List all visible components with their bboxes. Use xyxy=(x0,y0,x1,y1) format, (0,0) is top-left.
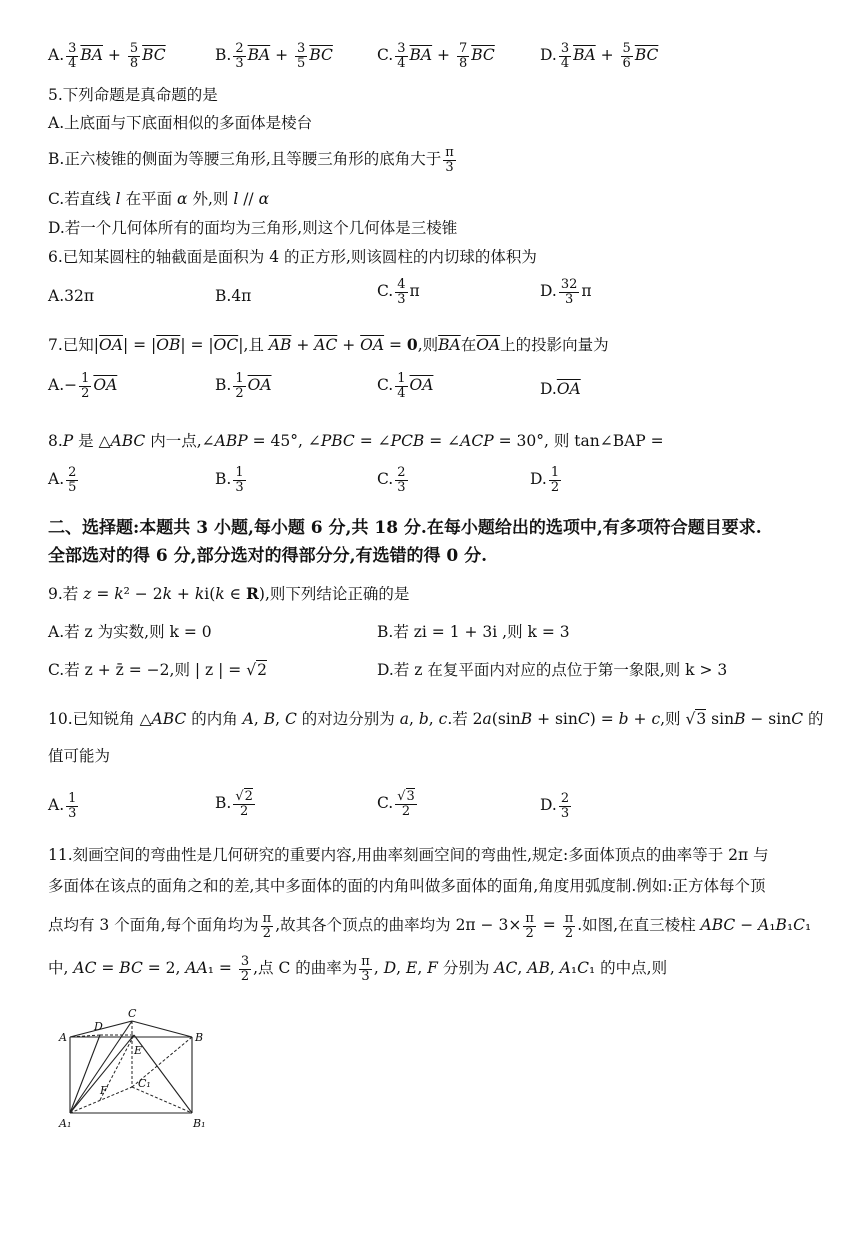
label-a: A xyxy=(59,1031,67,1044)
label-c1: C₁ xyxy=(138,1077,151,1090)
q6-option-d: D. $\frac{32}{3}$ π xyxy=(540,277,592,307)
label-a1: A₁ xyxy=(59,1117,72,1130)
q9-option-c: C.若 z + z̄ = −2,则 | z | = √2 xyxy=(48,661,267,679)
q10-stem: 10.已知锐角 △ABC 的内角 A, B, C 的对边分别为 a, b, c.若 2a(sinB + sinC) = b + c,则 √3 sinB − sinC 的 xyxy=(48,710,824,728)
q9-option-d: D.若 z 在复平面内对应的点位于第一象限,则 k > 3 xyxy=(377,661,728,679)
q7-option-b: B. $\frac{1}{2}$ $\overline{OA}$ xyxy=(215,371,272,401)
q7-stem: 7.已知$|\overline{OA}| = |\overline{OB}| = |\overline{OC}|$,且 $\overline{AB} + \overline{AC} + \overline{OA} = 0$,则$\overline{BA}$在$\overline{OA}$上的投影向量为 xyxy=(48,335,609,354)
label-b: B xyxy=(195,1031,204,1044)
q6-option-b: B.4π xyxy=(215,287,252,305)
section2-line1: 二、选择题:本题共 3 小题,每小题 6 分,共 18 分.在每小题给出的选项中,有多项符合题目要求. xyxy=(48,518,762,538)
q10-stem-line2: 值可能为 xyxy=(48,747,111,765)
q4-option-a: A. $\frac{3}{4}$ $\overline{BA}$ + $\frac{5}{8}$ $\overline{BC}$ xyxy=(48,41,166,71)
q8-option-d: D. $\frac{1}{2}$ xyxy=(530,465,560,495)
label-b1: B₁ xyxy=(193,1117,206,1130)
q9-stem: 9.若 z = k² − 2k + ki(k ∈ R),则下列结论正确的是 xyxy=(48,584,410,603)
label-f: F xyxy=(100,1084,108,1097)
q4-option-d: D. $\frac{3}{4}$ $\overline{BA}$ + $\frac{5}{6}$ $\overline{BC}$ xyxy=(540,41,659,71)
q7-option-a: A.− $\frac{1}{2}$ $\overline{OA}$ xyxy=(48,371,118,401)
q6-option-c: C. $\frac{4}{3}$ π xyxy=(377,277,420,307)
q4-option-c: C. $\frac{3}{4}$ $\overline{BA}$ + $\frac{7}{8}$ $\overline{BC}$ xyxy=(377,41,495,71)
q10-option-d: D. $\frac{2}{3}$ xyxy=(540,791,570,821)
q7-option-d: $D.\overline{OA}$ xyxy=(540,380,581,398)
q5-option-c: C.若直线 l 在平面 α 外,则 l // α xyxy=(48,190,270,208)
q6-stem: 6.已知某圆柱的轴截面是面积为 4 的正方形,则该圆柱的内切球的体积为 xyxy=(48,248,537,266)
label-d: D xyxy=(94,1020,103,1033)
q9-option-a: A.若 z 为实数,则 k = 0 xyxy=(48,623,212,641)
q8-option-a: A. $\frac{2}{5}$ xyxy=(48,465,77,495)
q11-line2: 多面体在该点的面角之和的差,其中多面体的面的内角叫做多面体的面角,角度用弧度制.例如:正方体每个顶 xyxy=(48,877,766,895)
q10-option-a: A. $\frac{1}{3}$ xyxy=(48,791,77,821)
q9-option-b: B.若 zi = 1 + 3i ,则 k = 3 xyxy=(377,623,570,641)
q8-option-c: C. $\frac{2}{3}$ xyxy=(377,465,406,495)
q7-option-c: C. $\frac{1}{4}$ $\overline{OA}$ xyxy=(377,371,434,401)
q8-stem: 8.P 是 △ABC 内一点,∠ABP = 45°, ∠PBC = ∠PCB = ∠ACP = 30°, 则 tan∠BAP = xyxy=(48,432,664,450)
q6-option-a: A.32π xyxy=(48,287,95,305)
q5-option-b: B.正六棱锥的侧面为等腰三角形,且等腰三角形的底角大于 $\frac{\pi}{3}$ xyxy=(48,145,454,175)
q11-line1: 11.刻画空间的弯曲性是几何研究的重要内容,用曲率刻画空间的弯曲性,规定:多面体顶点的曲率等于 2π 与 xyxy=(48,846,769,864)
q5-option-d: D.若一个几何体所有的面均为三角形,则这个几何体是三棱锥 xyxy=(48,219,458,237)
q5-stem: 5.下列命题是真命题的是 xyxy=(48,86,218,104)
label-e: E xyxy=(134,1044,143,1057)
q8-option-b: B. $\frac{1}{3}$ xyxy=(215,465,244,495)
label-c: C xyxy=(128,1007,137,1020)
q5-option-a: A.上底面与下底面相似的多面体是棱台 xyxy=(48,114,313,132)
q10-option-b: B. $\frac{√2}{2}$ xyxy=(215,789,253,819)
section2-line2: 全部选对的得 6 分,部分选对的得部分分,有选错的得 0 分. xyxy=(48,546,488,566)
q10-option-c: C. $\frac{√3}{2}$ xyxy=(377,789,415,819)
q4-option-b: B. $\frac{2}{3}$ $\overline{BA}$ + $\frac{3}{5}$ $\overline{BC}$ xyxy=(215,41,333,71)
q11-line3: 点均有 3 个面角,每个面角均为 $\frac{\pi}{2}$ ,故其各个顶点的曲率均为 2π − 3× $\frac{\pi}{2}$ = $\frac{\pi}{2}$ .如图,在直三棱柱 ABC − A₁B₁C₁ xyxy=(48,911,812,941)
prism-figure xyxy=(50,1005,220,1130)
q11-line4: 中, AC = BC = 2, AA₁ = $\frac{3}{2}$ ,点 C 的曲率为 $\frac{\pi}{3}$ , D, E, F 分别为 AC, AB, A₁C₁ 的中点,则 xyxy=(48,954,668,984)
